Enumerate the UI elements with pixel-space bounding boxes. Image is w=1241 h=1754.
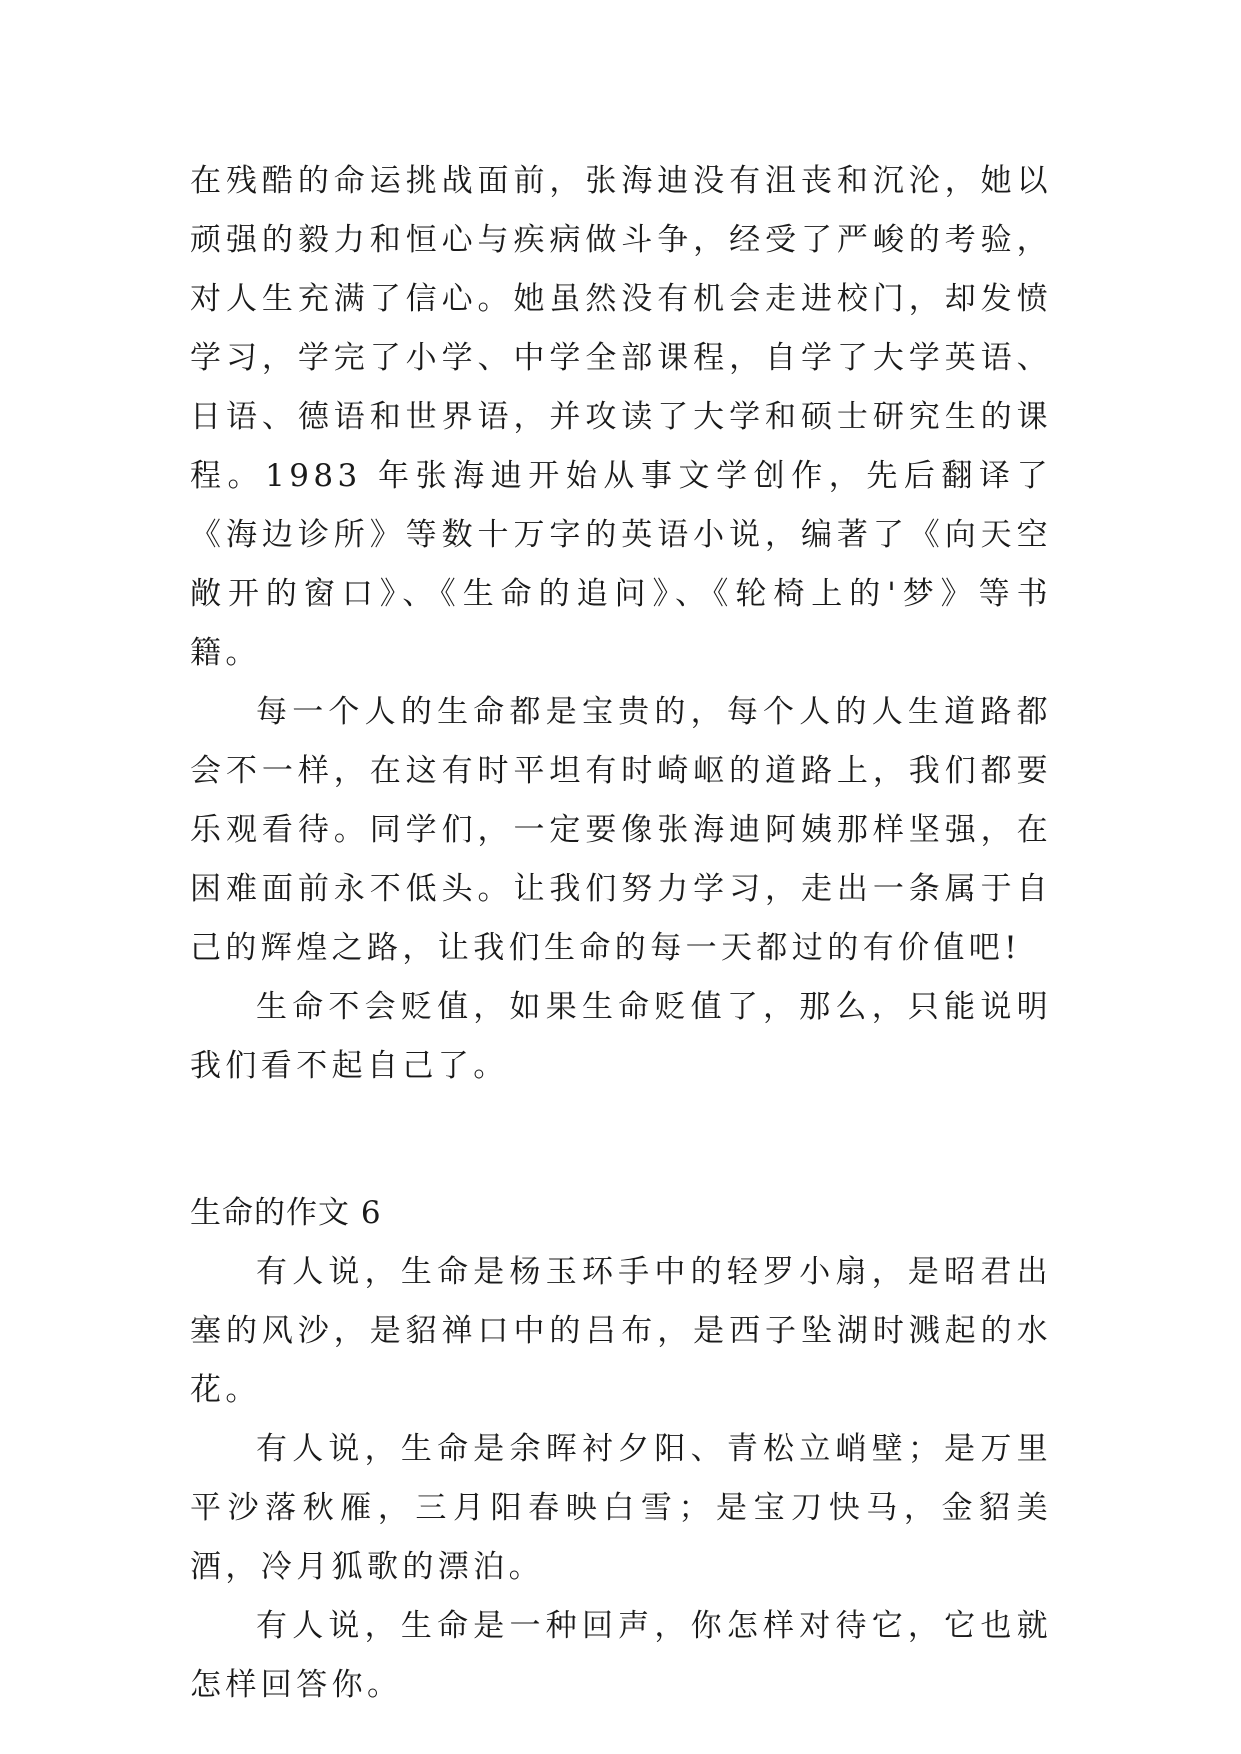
document-body <box>190 152 1052 1715</box>
section-title: 生命的作文 6 <box>190 1195 382 1231</box>
paragraph-zhang-haidi-story: 在残酷的命运挑战面前，张海迪没有沮丧和沉沦，她以顽强的毅力和恒心与疾病做斗争，经受了严峻的考验，对人生充满了信心。她虽然没有机会走进校门，却发愤学习，学完了小学、中学全部课程，自学了大学英语、日语、德语和世界语，并攻读了大学和硕士研究生的课程。1983 年张海迪开始从事文学创作，先后翻译了《海边诊所》等数十万字的英语小说，编著了《向天空敞开的窗口》、《生命的追问》、《轮椅上的'梦》等书籍。 <box>190 163 1052 671</box>
paragraph-life-is-precious: 每一个人的生命都是宝贵的，每个人的人生道路都会不一样，在这有时平坦有时崎岖的道路上，我们都要乐观看待。同学们，一定要像张海迪阿姨那样坚强，在困难面前永不低头。让我们努力学习，走出一条属于自己的辉煌之路，让我们生命的每一天都过的有价值吧! <box>190 694 1052 966</box>
paragraph-some-say-3: 有人说，生命是一种回声，你怎样对待它，它也就怎样回答你。 <box>190 1608 1052 1703</box>
paragraph-life-not-devalue: 生命不会贬值，如果生命贬值了，那么，只能说明我们看不起自己了。 <box>190 989 1052 1084</box>
paragraph-some-say-1: 有人说，生命是杨玉环手中的轻罗小扇，是昭君出塞的风沙，是貂禅口中的吕布，是西子坠湖时溅起的水花。 <box>190 1254 1052 1408</box>
paragraph-some-say-2: 有人说，生命是余晖衬夕阳、青松立峭壁；是万里平沙落秋雁，三月阳春映白雪；是宝刀快马，金貂美酒，冷月狐歌的漂泊。 <box>190 1431 1052 1585</box>
